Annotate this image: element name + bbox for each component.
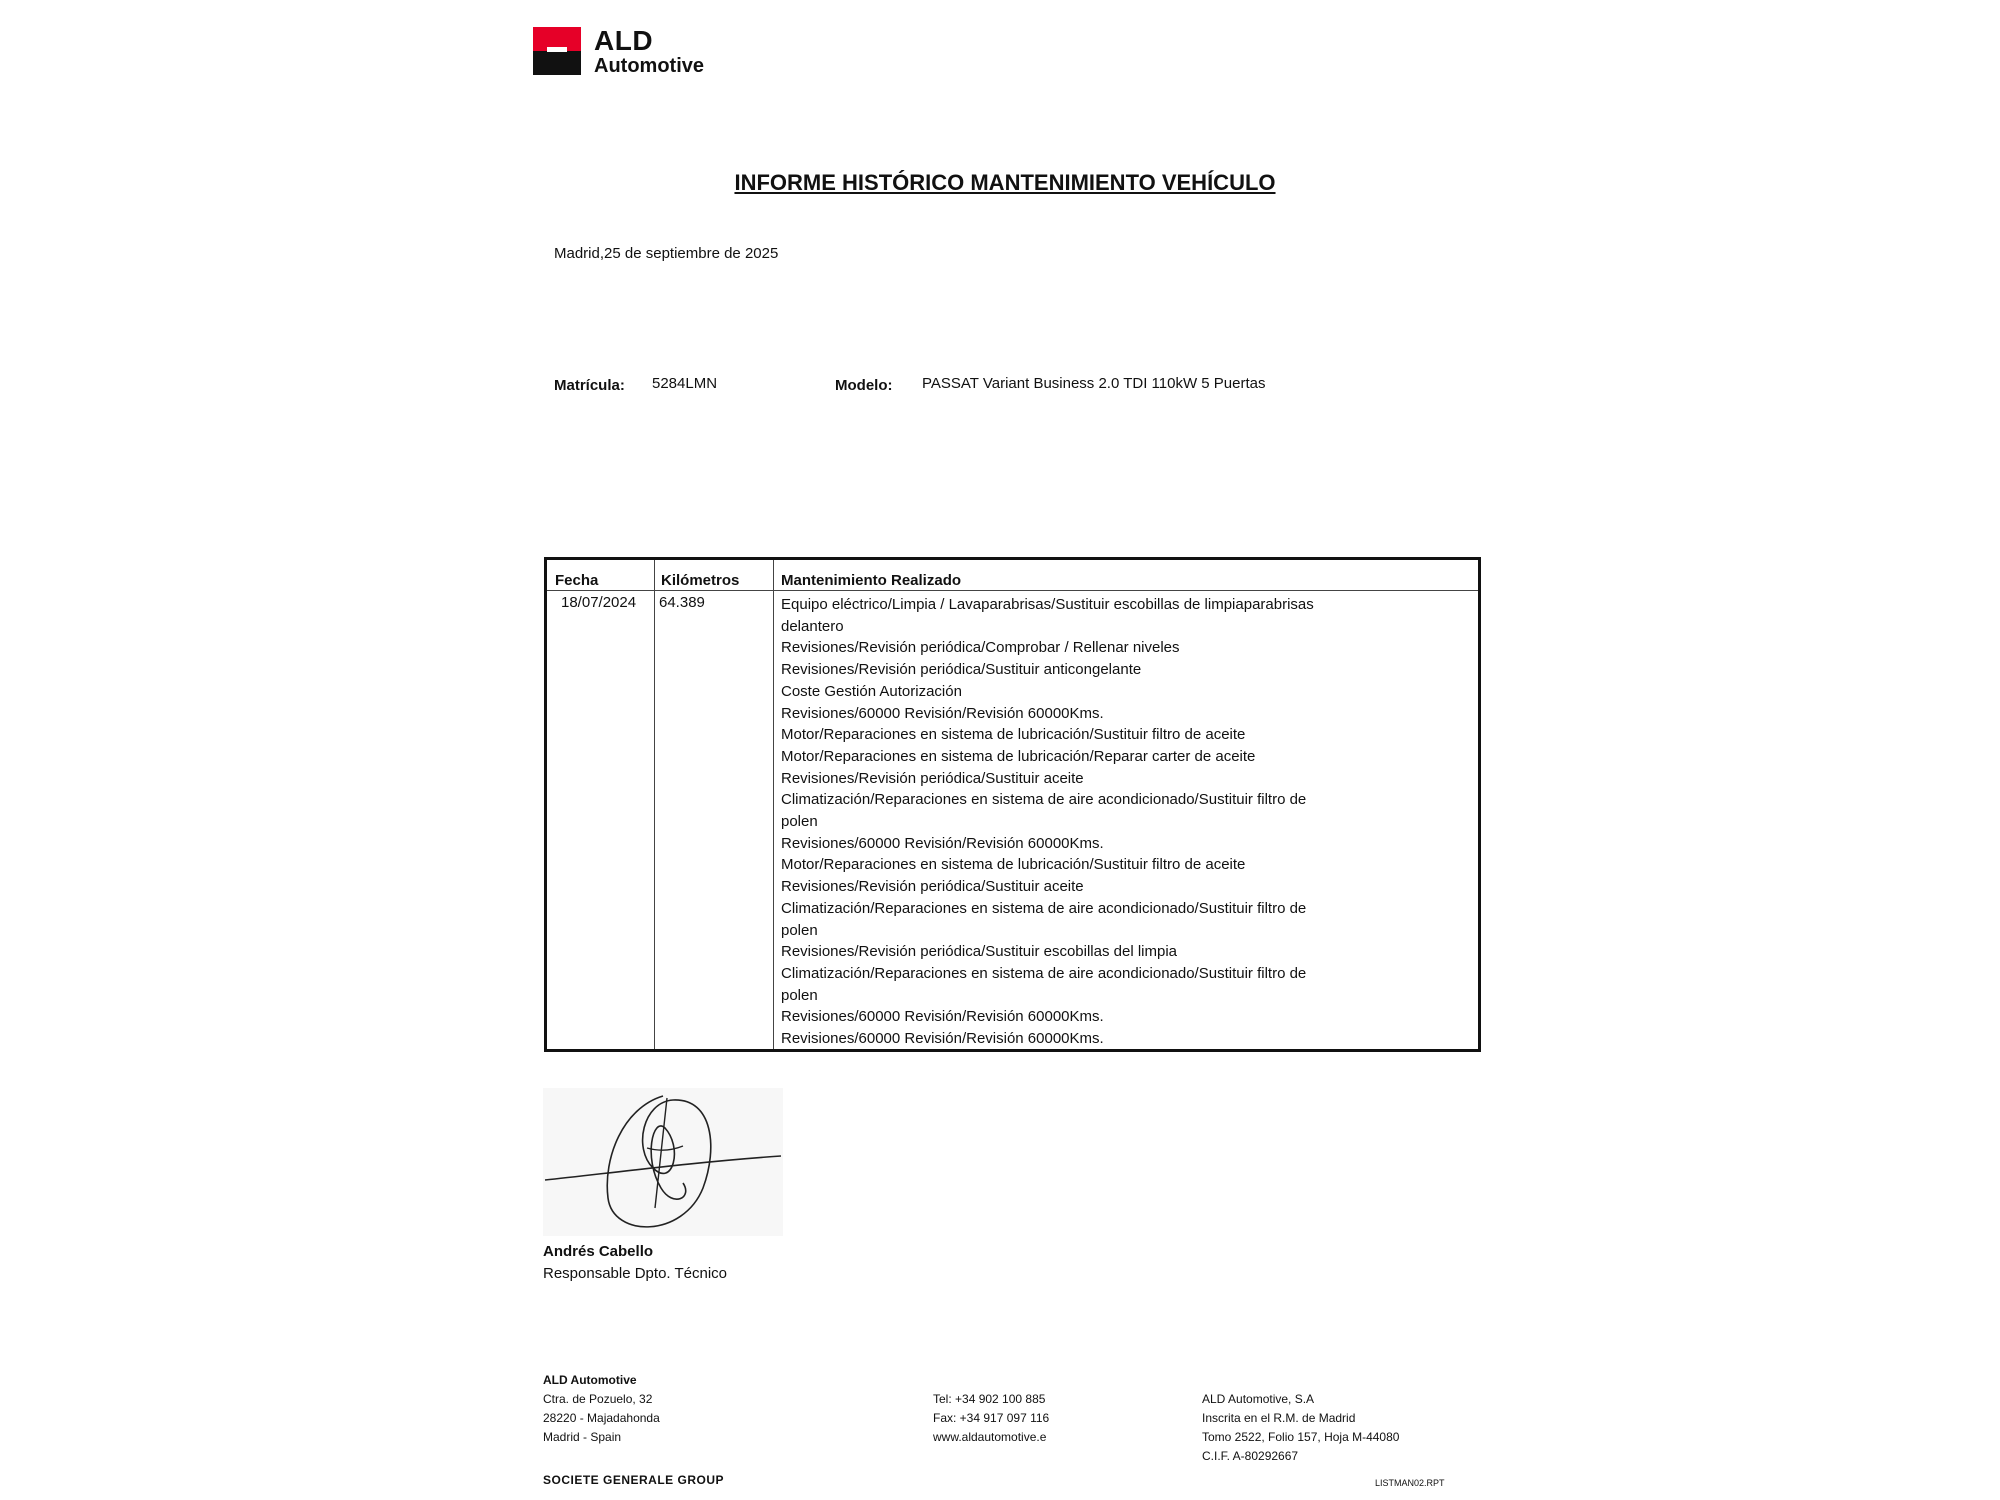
maintenance-line: Climatización/Reparaciones en sistema de aire acondicionado/Sustituir filtro de (781, 964, 1307, 982)
footer-contact (933, 1390, 1049, 1447)
maintenance-line: polen (781, 813, 818, 831)
logo-text-automotive: Automotive (594, 55, 704, 77)
maintenance-line: Revisiones/Revisión periódica/Sustituir aceite (781, 769, 1084, 787)
maintenance-line: Revisiones/Revisión periódica/Sustituir anticongelante (781, 661, 1142, 679)
footer-contact-line: Tel: +34 902 100 885 (933, 1392, 1046, 1406)
maintenance-line: Revisiones/Revisión periódica/Comprobar / Rellenar niveles (781, 639, 1180, 657)
maintenance-line: Climatización/Reparaciones en sistema de aire acondicionado/Sustituir filtro de (781, 899, 1307, 917)
footer-legal-line: C.I.F. A-80292667 (1202, 1449, 1299, 1463)
logo-mark-icon (533, 27, 581, 75)
row-fecha: 18/07/2024 (561, 594, 637, 611)
modelo-value: PASSAT Variant Business 2.0 TDI 110kW 5 Puertas (922, 375, 1266, 392)
signer-name: Andrés Cabello (543, 1243, 654, 1260)
maintenance-line: Motor/Reparaciones en sistema de lubricación/Sustituir filtro de aceite (781, 856, 1246, 874)
footer-legal-line: Tomo 2522, Folio 157, Hoja M-44080 (1202, 1430, 1400, 1444)
document-title: INFORME HISTÓRICO MANTENIMIENTO VEHÍCULO (734, 170, 1276, 195)
logo-text-ald: ALD (594, 25, 654, 56)
header-fecha: Fecha (555, 572, 599, 589)
footer-address (543, 1390, 660, 1447)
signature-image (543, 1088, 783, 1236)
footer-contact-line: Fax: +34 917 097 116 (933, 1411, 1050, 1425)
maintenance-line: Revisiones/60000 Revisión/Revisión 60000Kms. (781, 834, 1104, 852)
maintenance-line: Revisiones/Revisión periódica/Sustituir escobillas del limpia (781, 943, 1178, 961)
signer-role: Responsable Dpto. Técnico (543, 1265, 727, 1282)
ald-logo (533, 27, 713, 79)
maintenance-line: Revisiones/Revisión periódica/Sustituir aceite (781, 878, 1084, 896)
modelo-label: Modelo: (835, 377, 893, 394)
matricula-label: Matrícula: (554, 377, 625, 394)
header-divider (547, 590, 1478, 591)
maintenance-line: Climatización/Reparaciones en sistema de aire acondicionado/Sustituir filtro de (781, 791, 1307, 809)
maintenance-line: delantero (781, 617, 844, 635)
column-divider (654, 560, 655, 1049)
header-kilometros: Kilómetros (661, 572, 740, 589)
footer-contact-line: www.aldautomotive.e (933, 1430, 1047, 1444)
maintenance-line: Revisiones/60000 Revisión/Revisión 60000Kms. (781, 704, 1104, 722)
maintenance-table (544, 557, 1481, 1052)
maintenance-line: polen (781, 986, 818, 1004)
row-kilometros: 64.389 (659, 594, 705, 611)
maintenance-line: Equipo eléctrico/Limpia / Lavaparabrisas/Sustituir escobillas de limpiaparabrisas (781, 596, 1314, 613)
footer-legal-line: Inscrita en el R.M. de Madrid (1202, 1411, 1356, 1425)
footer-report-code: LISTMAN02.RPT (1375, 1478, 1445, 1488)
maintenance-line: Coste Gestión Autorización (781, 682, 962, 700)
footer-address-line: 28220 - Majadahonda (543, 1411, 660, 1425)
maintenance-line: Motor/Reparaciones en sistema de lubricación/Reparar carter de aceite (781, 747, 1256, 765)
signature-icon (543, 1088, 783, 1236)
footer-address-line: Ctra. de Pozuelo, 32 (543, 1392, 653, 1406)
maintenance-line: polen (781, 921, 818, 939)
footer-company: ALD Automotive (543, 1373, 637, 1387)
footer-address-line: Madrid - Spain (543, 1430, 622, 1444)
footer-legal (1202, 1390, 1399, 1466)
header-mantenimiento: Mantenimiento Realizado (781, 572, 962, 589)
column-divider (773, 560, 774, 1049)
document-date: Madrid,25 de septiembre de 2025 (554, 245, 779, 262)
maintenance-line: Revisiones/60000 Revisión/Revisión 60000Kms. (781, 1008, 1104, 1026)
row-maintenance-list (781, 594, 1381, 1050)
footer-legal-line: ALD Automotive, S.A (1202, 1392, 1315, 1406)
maintenance-line: Revisiones/60000 Revisión/Revisión 60000Kms. (781, 1030, 1104, 1048)
footer-group: SOCIETE GENERALE GROUP (543, 1473, 725, 1487)
matricula-value: 5284LMN (652, 375, 718, 392)
document-title-wrapper (0, 170, 2000, 196)
maintenance-line: Motor/Reparaciones en sistema de lubricación/Sustituir filtro de aceite (781, 726, 1246, 744)
